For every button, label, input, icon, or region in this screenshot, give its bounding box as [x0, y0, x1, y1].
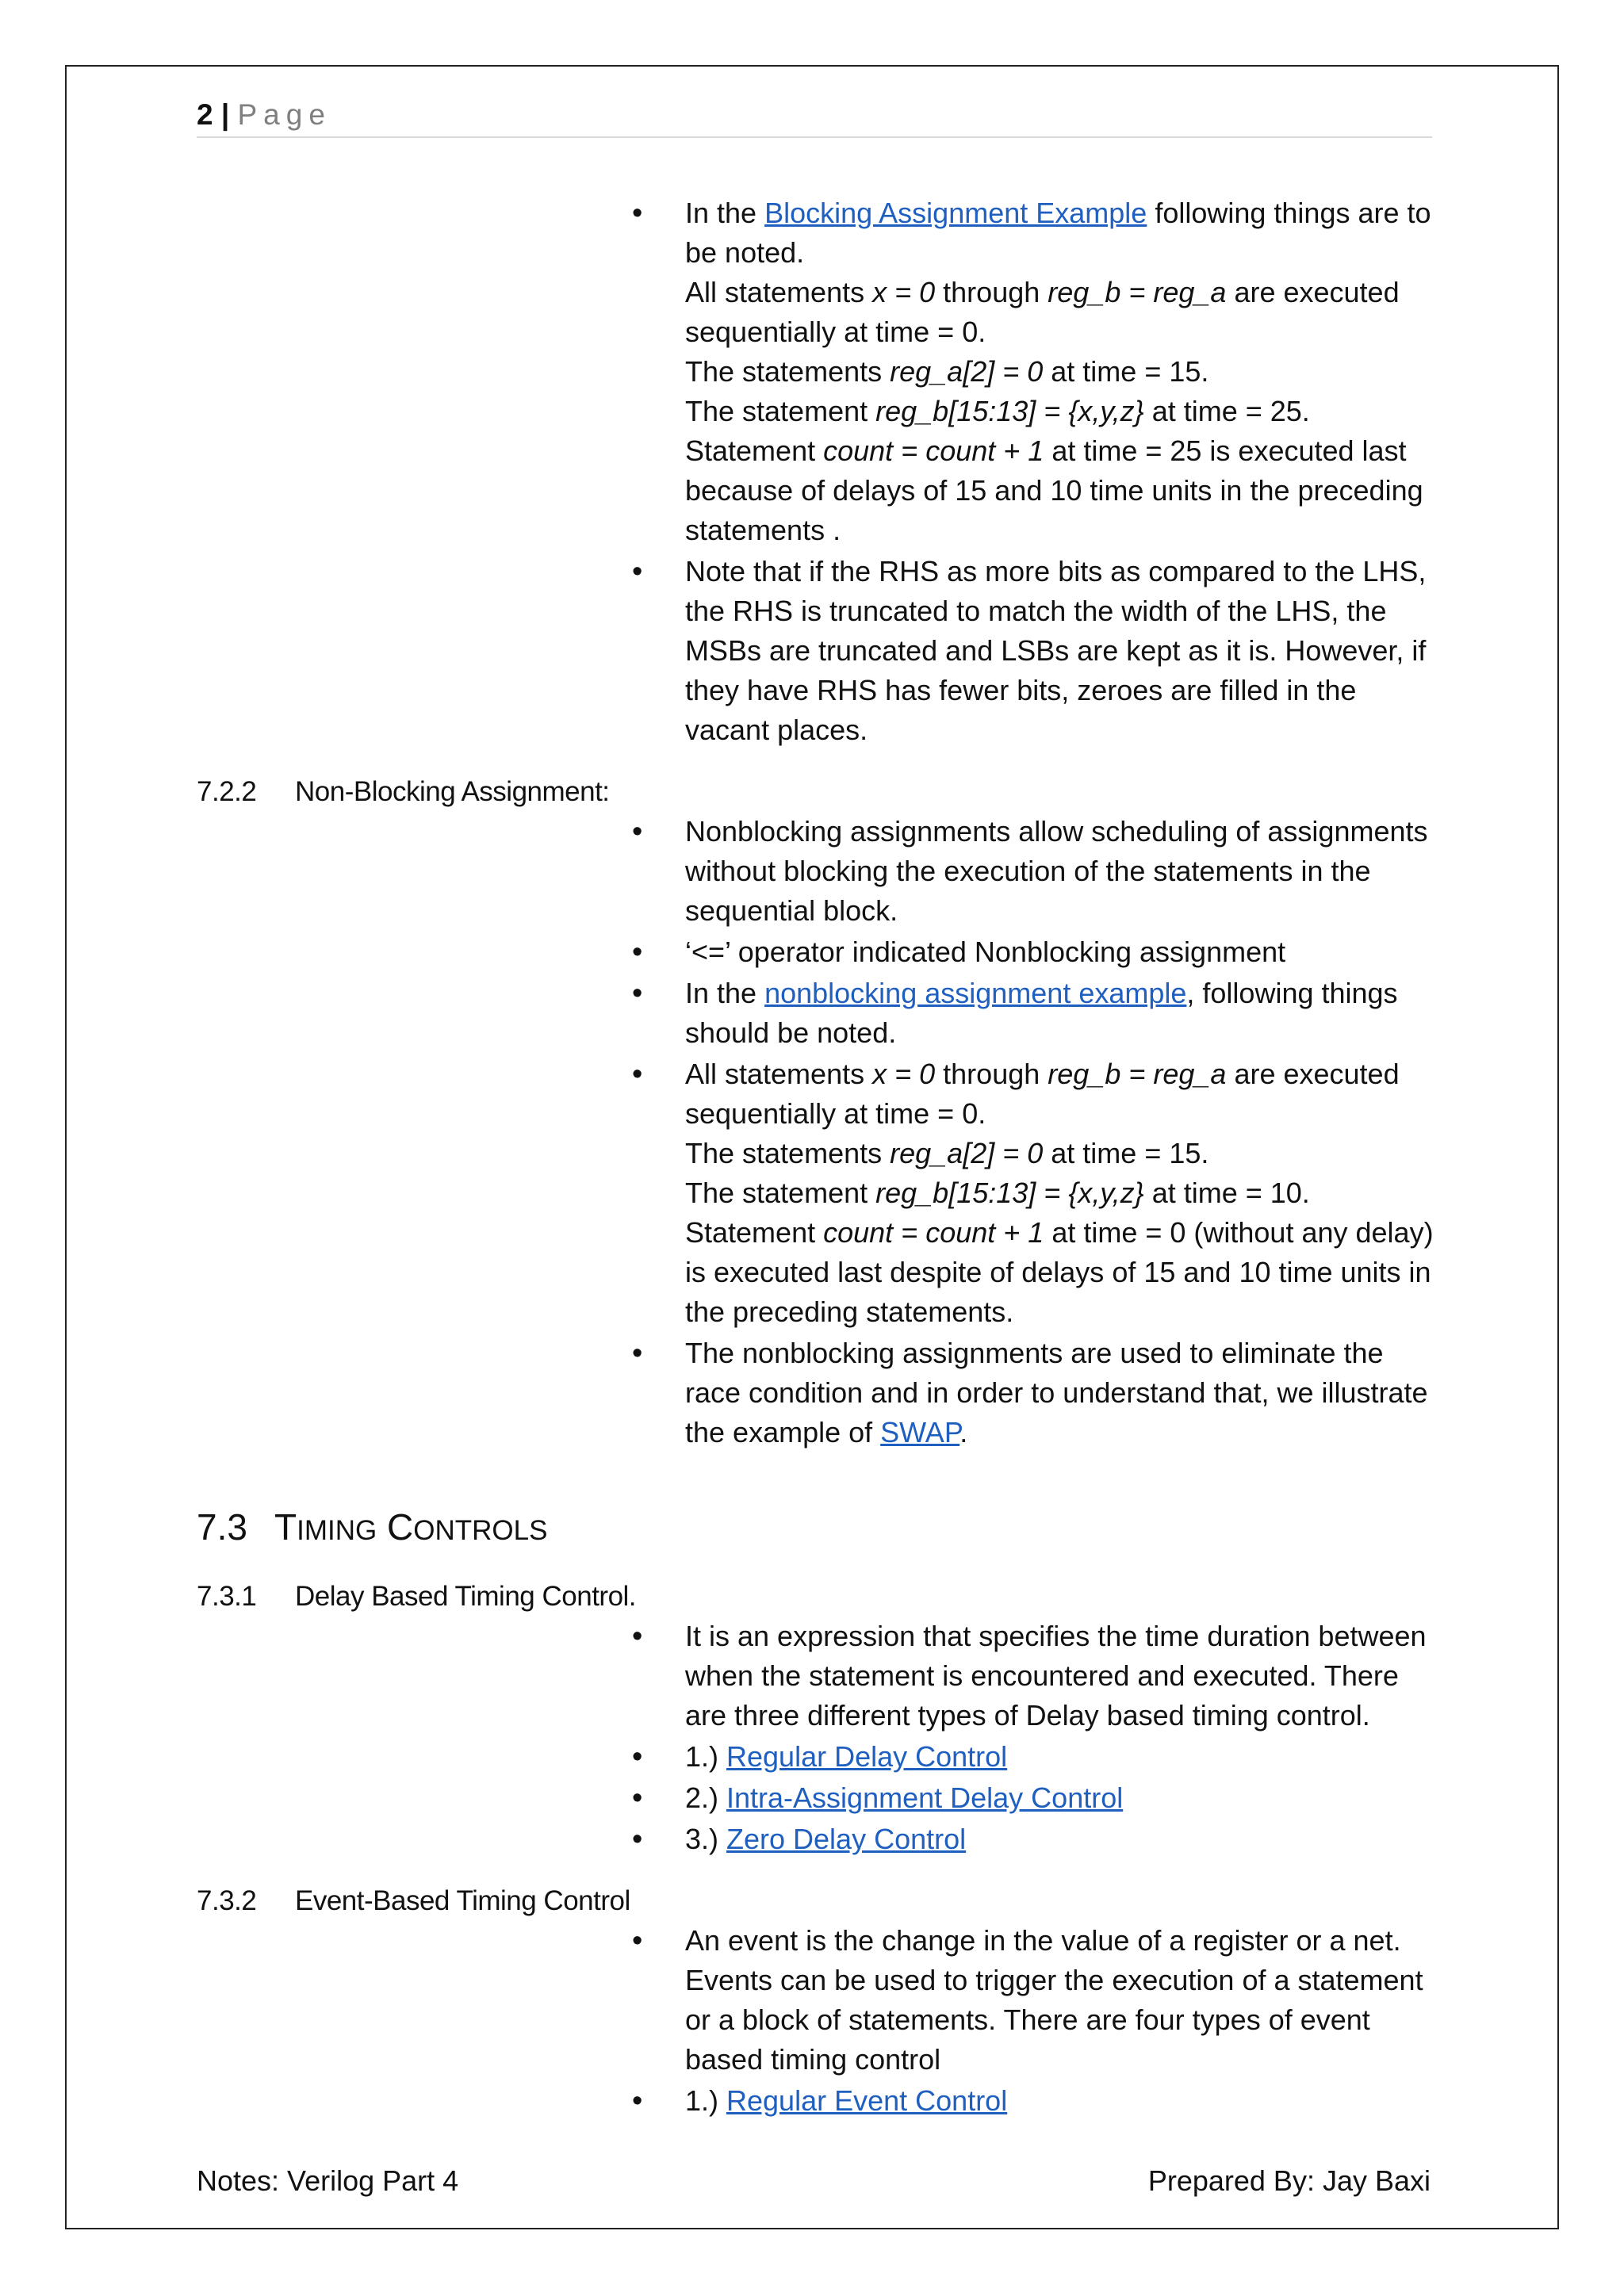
- list-item: [639, 2081, 1434, 2121]
- delay-timing-list: [197, 1617, 1434, 1859]
- section-heading-7-2-2: [197, 772, 1434, 812]
- blocking-note-line-1: [685, 273, 1434, 352]
- text: The statements: [685, 1137, 891, 1169]
- page-content: [197, 193, 1434, 2122]
- section-number: 7.3.1: [197, 1581, 257, 1612]
- text: Statement: [685, 434, 824, 467]
- code-text: count = count + 1: [823, 1216, 1044, 1249]
- text: 2.): [685, 1781, 727, 1814]
- text: at time = 0 (without any delay) is executed last despite of delays of 15 and 10 time units in the preceding statements.: [685, 1216, 1434, 1328]
- code-text: reg_b[15:13] = {x,y,z}: [875, 1177, 1144, 1209]
- section-heading-7-3-2: [197, 1881, 1434, 1921]
- zero-delay-control-link[interactable]: Zero Delay Control: [726, 1823, 967, 1855]
- list-item: [639, 974, 1434, 1053]
- section-heading-7-3-1: [197, 1577, 1434, 1617]
- code-text: reg_b = reg_a: [1048, 276, 1227, 308]
- list-item: • ‘<=’ operator indicated Nonblocking assignment: [639, 932, 1434, 972]
- text: at time = 25 is executed last because of delays of 15 and 10 time units in the preceding statements .: [685, 434, 1423, 546]
- title-part: T: [274, 1506, 297, 1548]
- text: 1.): [685, 2084, 727, 2117]
- section-title: Event-Based Timing Control: [295, 1885, 630, 1916]
- page-header: [197, 94, 1432, 138]
- list-item: [639, 1334, 1434, 1452]
- text: The statements: [685, 355, 891, 388]
- blocking-note-line-4: [685, 431, 1434, 550]
- title-part: C: [377, 1506, 414, 1548]
- list-item: • An event is the change in the value of a register or a net. Events can be used to trigger the execution of a statement or a block of statements. There are four types of event based timing control: [639, 1921, 1434, 2080]
- nonblocking-note-line-2: [685, 1134, 1434, 1173]
- text: following things are to be noted.: [685, 197, 1431, 269]
- title-part: IMING: [297, 1515, 377, 1546]
- code-text: reg_a[2] = 0: [890, 1137, 1044, 1169]
- nonblocking-assignment-example-link[interactable]: nonblocking assignment example: [764, 977, 1187, 1009]
- title-part: ONTROLS: [413, 1515, 548, 1546]
- text: 3.): [685, 1823, 727, 1855]
- list-item: [639, 1778, 1434, 1818]
- list-item: [639, 1737, 1434, 1777]
- footer-author: Prepared By: Jay Baxi: [1147, 2164, 1431, 2197]
- section-heading-7-3: [197, 1503, 1434, 1555]
- blocking-assignment-example-link[interactable]: Blocking Assignment Example: [764, 197, 1147, 229]
- text: All statements: [685, 1058, 873, 1090]
- section-title: Non-Blocking Assignment:: [295, 776, 610, 807]
- text: 1.): [685, 1740, 727, 1773]
- regular-delay-control-link[interactable]: Regular Delay Control: [726, 1740, 1008, 1773]
- text: at time = 15.: [1043, 355, 1209, 388]
- list-item: • Nonblocking assignments allow scheduling of assignments without blocking the execution of the statements in the sequential block.: [639, 812, 1434, 931]
- code-text: count = count + 1: [823, 434, 1044, 467]
- text: through: [935, 1058, 1048, 1090]
- list-item: [639, 193, 1434, 550]
- text: at time = 10.: [1143, 1177, 1310, 1209]
- event-timing-list: [197, 1921, 1434, 2121]
- text: are executed sequentially at time = 0.: [685, 1058, 1400, 1130]
- text: , following things should be noted.: [685, 977, 1398, 1049]
- swap-link[interactable]: SWAP: [880, 1416, 960, 1448]
- page-number: 2: [197, 98, 213, 131]
- section-number: 7.2.2: [197, 776, 257, 807]
- section-title: Delay Based Timing Control.: [295, 1581, 637, 1612]
- section-number: 7.3.2: [197, 1885, 257, 1916]
- nonblocking-note-line-3: [685, 1173, 1434, 1213]
- code-text: reg_a[2] = 0: [890, 355, 1044, 388]
- text: In the: [685, 977, 765, 1009]
- text: are executed sequentially at time = 0.: [685, 276, 1400, 348]
- text: Statement: [685, 1216, 824, 1249]
- intra-assignment-delay-control-link[interactable]: Intra-Assignment Delay Control: [726, 1781, 1124, 1814]
- regular-event-control-link[interactable]: Regular Event Control: [726, 2084, 1008, 2117]
- blocking-note-intro: [685, 193, 1434, 273]
- code-text: reg_b[15:13] = {x,y,z}: [875, 395, 1144, 427]
- text: .: [959, 1416, 968, 1448]
- code-text: reg_b = reg_a: [1048, 1058, 1227, 1090]
- list-item: • Note that if the RHS as more bits as compared to the LHS, the RHS is truncated to match the width of the LHS, the MSBs are truncated and LSBs are kept as it is. However, if they have RHS has fewer bits, zeroes are filled in the vacant places.: [639, 552, 1434, 750]
- text: The nonblocking assignments are used to eliminate the race condition and in order to understand that, we illustrate the example of: [685, 1337, 1428, 1448]
- text: The statement: [685, 395, 876, 427]
- blocking-note-line-3: [685, 392, 1434, 431]
- header-separator: |: [220, 98, 230, 131]
- text: In the: [685, 197, 765, 229]
- footer-notes: Notes: Verilog Part 4: [197, 2164, 459, 2197]
- section-number: 7.3: [197, 1506, 247, 1548]
- text: All statements: [685, 276, 873, 308]
- text: at time = 15.: [1043, 1137, 1209, 1169]
- page-word: Page: [237, 98, 331, 131]
- nonblocking-notes-list: [197, 812, 1434, 1452]
- text: The statement: [685, 1177, 876, 1209]
- blocking-note-line-2: [685, 352, 1434, 392]
- nonblocking-note-line-1: [685, 1054, 1434, 1134]
- list-item: [639, 1054, 1434, 1332]
- blocking-notes-list: [197, 193, 1434, 750]
- list-item: • It is an expression that specifies the time duration between when the statement is encountered and executed. There are three different types of Delay based timing control.: [639, 1617, 1434, 1735]
- text: at time = 25.: [1143, 395, 1310, 427]
- list-item: [639, 1820, 1434, 1859]
- code-text: x = 0: [872, 276, 936, 308]
- code-text: x = 0: [872, 1058, 936, 1090]
- text: through: [935, 276, 1048, 308]
- nonblocking-note-line-4: [685, 1213, 1434, 1332]
